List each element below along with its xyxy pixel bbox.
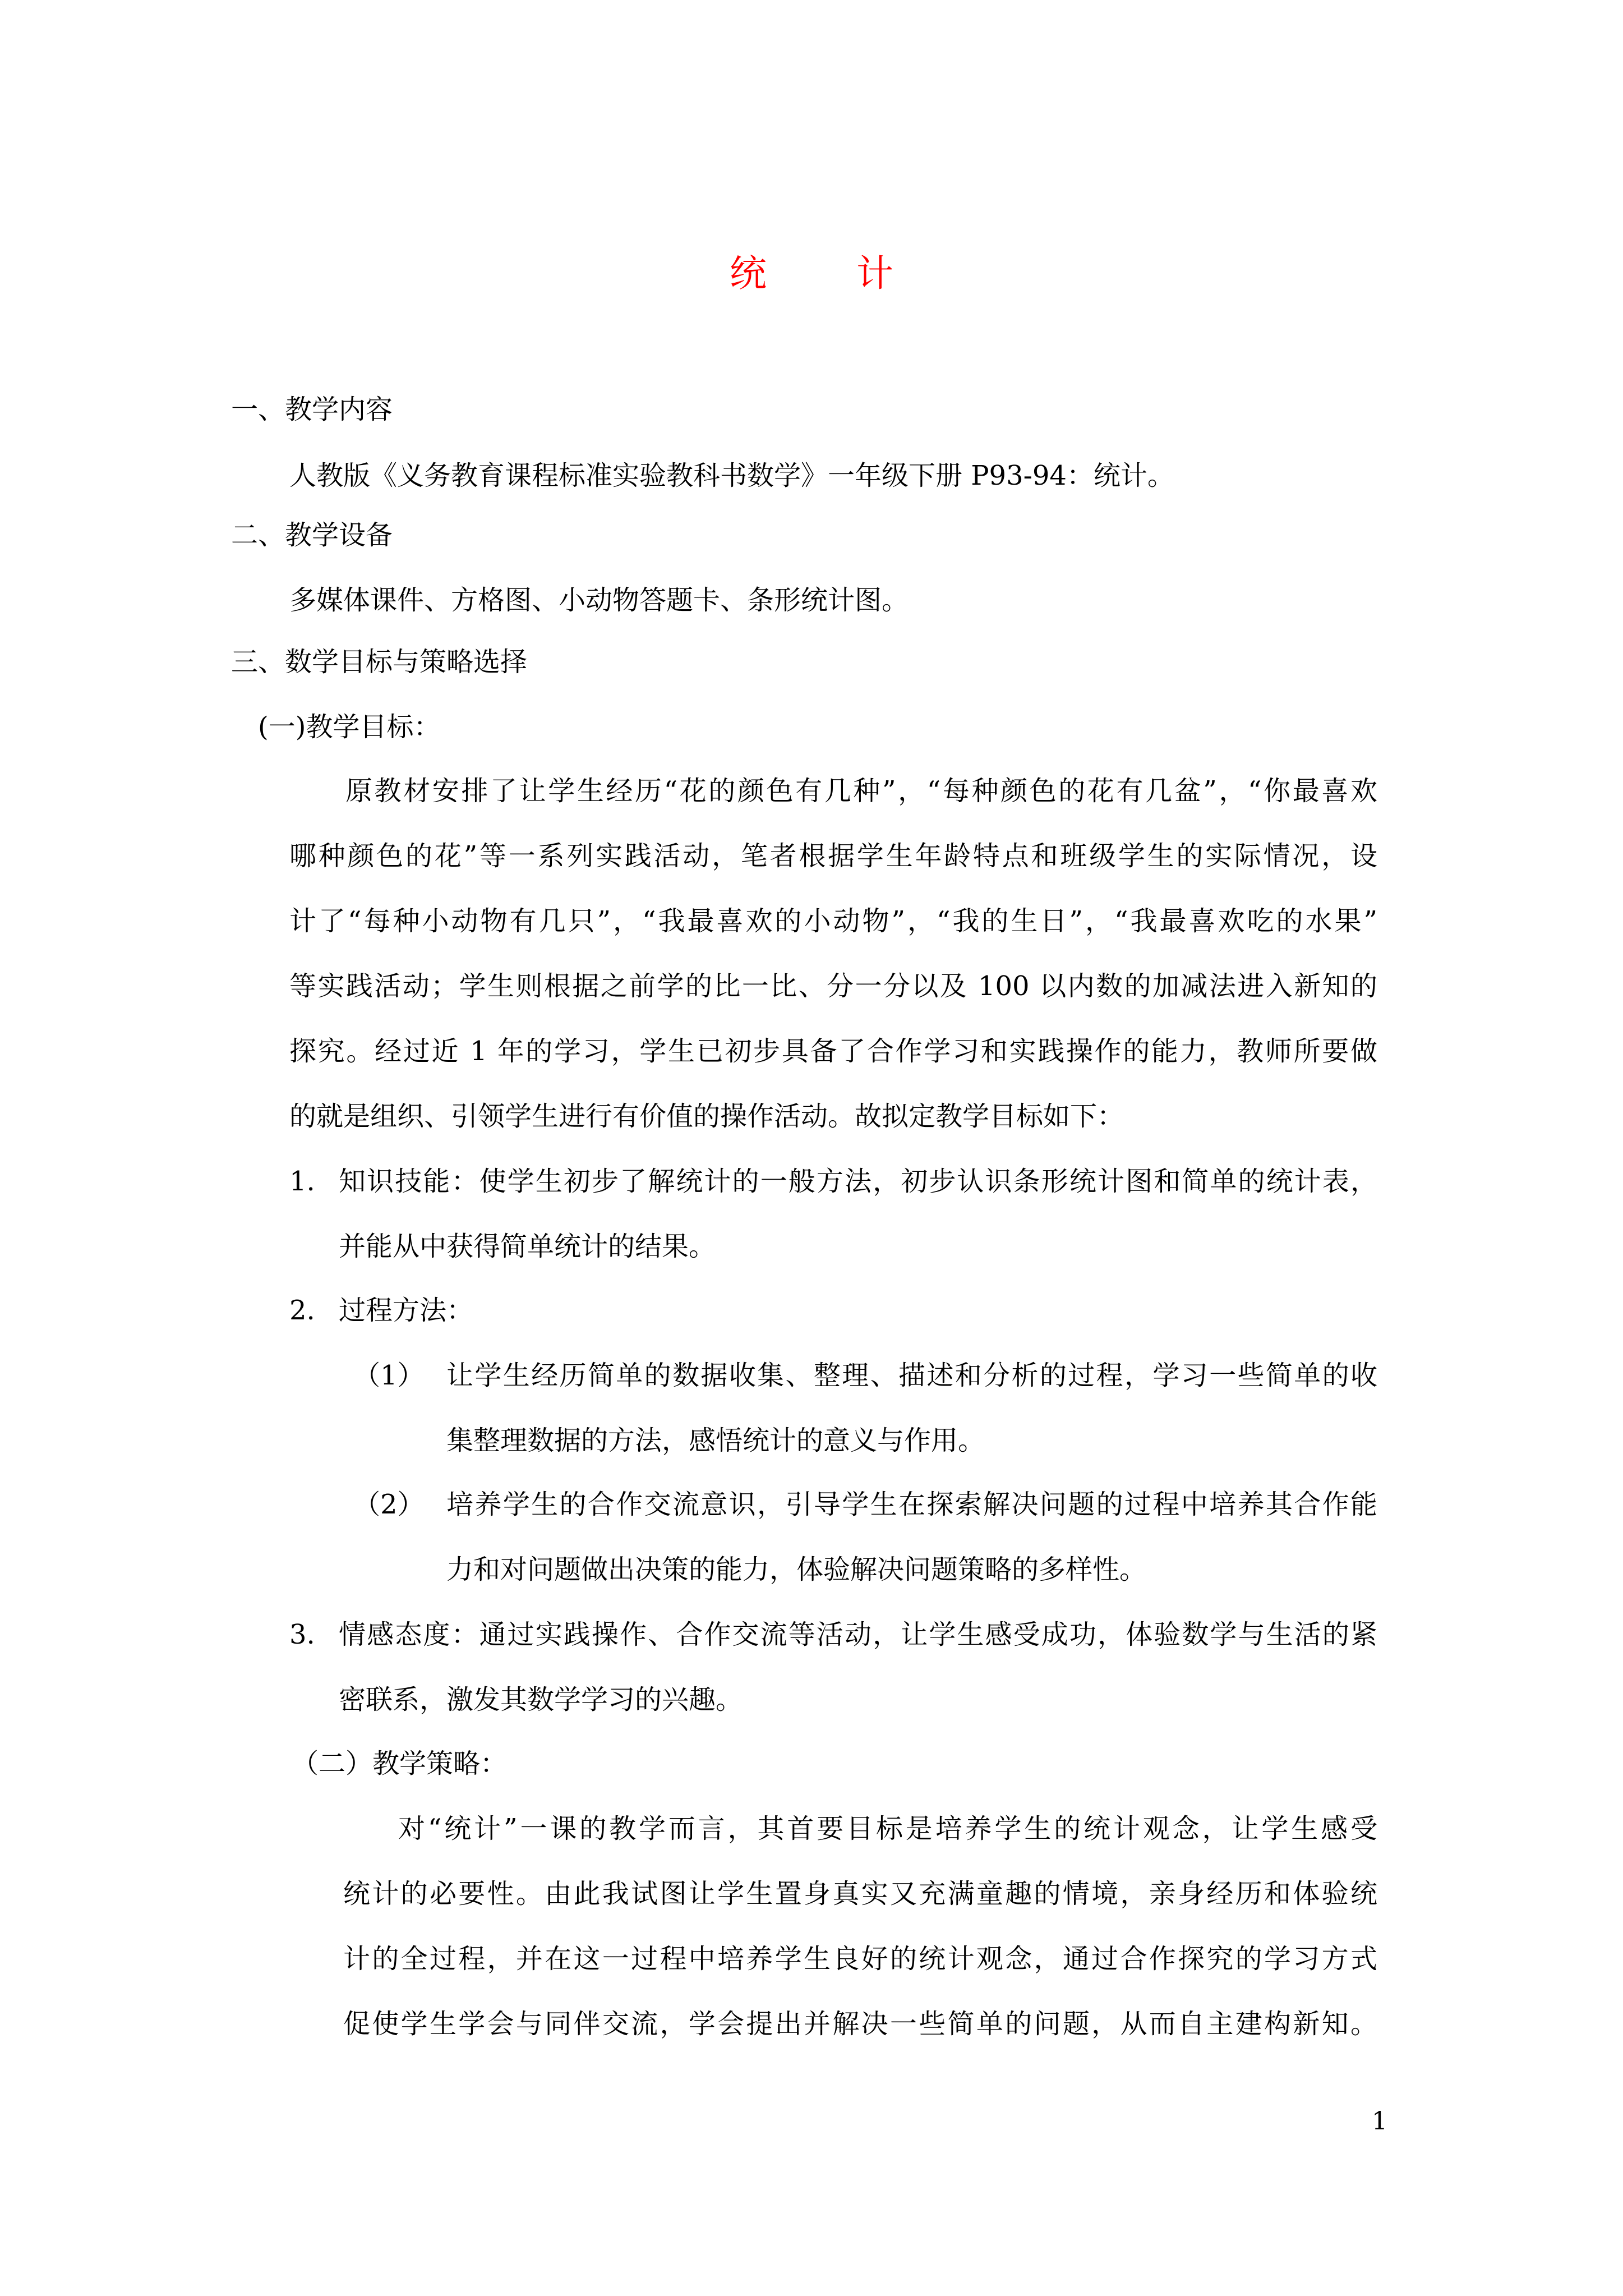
goals-paragraph-line: 探究。经过近 1 年的学习，学生已初步具备了合作学习和实践操作的能力，教师所要做: [289, 1036, 1377, 1067]
strategy-heading: （二）教学策略：: [292, 1748, 508, 1779]
sub-item-2-line: 力和对问题做出决策的能力，体验解决问题策略的多样性。: [446, 1554, 1147, 1585]
sub-item-1-line: 让学生经历简单的数据收集、整理、描述和分析的过程，学习一些简单的收: [446, 1360, 1377, 1391]
strategy-paragraph-line: 促使学生学会与同伴交流，学会提出并解决一些简单的问题，从而自主建构新知。: [343, 2008, 1377, 2040]
strategy-paragraph-line: 计的全过程，并在这一过程中培养学生良好的统计观念，通过合作探究的学习方式: [343, 1943, 1377, 1975]
goals-paragraph-line: 哪种颜色的花”等一系列实践活动，笔者根据学生年龄特点和班级学生的实际情况，设: [289, 840, 1377, 872]
strategy-paragraph-line: 对“统计”一课的教学而言，其首要目标是培养学生的统计观念，让学生感受: [398, 1813, 1377, 1844]
section-3-heading: 三、数学目标与策略选择: [231, 646, 528, 678]
sub-item-1-line: 集整理数据的方法，感悟统计的意义与作用。: [446, 1425, 985, 1456]
item-1-line: 并能从中获得简单统计的结果。: [339, 1231, 716, 1262]
item-1-number: 1.: [289, 1166, 315, 1197]
section-1-text: 人教版《义务教育课程标准实验教科书数学》一年级下册 P93-94：统计。: [289, 460, 1174, 491]
sub-item-2-line: 培养学生的合作交流意识，引导学生在探索解决问题的过程中培养其合作能: [446, 1489, 1377, 1520]
item-2-number: 2.: [289, 1295, 315, 1326]
item-3-line: 情感态度：通过实践操作、合作交流等活动，让学生感受成功，体验数学与生活的紧: [339, 1619, 1377, 1650]
goals-paragraph-line: 原教材安排了让学生经历“花的颜色有几种”，“每种颜色的花有几盆”，“你最喜欢: [345, 775, 1377, 807]
page-number: 1: [1372, 2107, 1387, 2136]
goals-paragraph-line: 计了“每种小动物有几只”，“我最喜欢的小动物”，“我的生日”，“我最喜欢吃的水果”: [289, 905, 1377, 937]
item-2-text: 过程方法：: [339, 1295, 474, 1326]
document-title: 统计: [730, 252, 983, 295]
strategy-paragraph-line: 统计的必要性。由此我试图让学生置身真实又充满童趣的情境，亲身经历和体验统: [343, 1878, 1377, 1910]
goals-paragraph-line: 的就是组织、引领学生进行有价值的操作活动。故拟定教学目标如下：: [289, 1101, 1124, 1132]
item-3-line: 密联系，激发其数学学习的兴趣。: [339, 1684, 743, 1715]
sub-item-2-number: （2）: [353, 1489, 425, 1520]
section-2-heading: 二、教学设备: [231, 519, 393, 551]
item-3-number: 3.: [289, 1619, 315, 1650]
goals-paragraph-line: 等实践活动；学生则根据之前学的比一比、分一分以及 100 以内数的加减法进入新知的: [289, 970, 1377, 1002]
section-2-text: 多媒体课件、方格图、小动物答题卡、条形统计图。: [289, 585, 909, 616]
sub-item-1-number: （1）: [353, 1360, 425, 1391]
item-1-line: 知识技能：使学生初步了解统计的一般方法，初步认识条形统计图和简单的统计表，: [339, 1166, 1377, 1197]
goals-heading: (一)教学目标：: [258, 711, 441, 743]
section-1-heading: 一、教学内容: [231, 394, 393, 425]
